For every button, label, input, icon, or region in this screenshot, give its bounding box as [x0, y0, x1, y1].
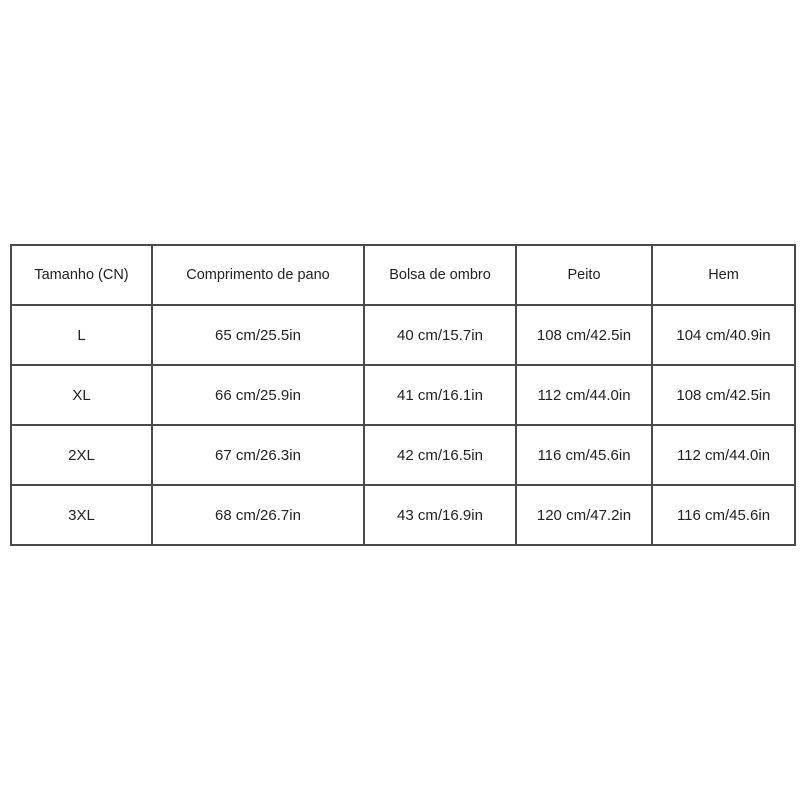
cell-shoulder: 43 cm/16.9in	[364, 485, 516, 545]
table-row	[11, 305, 795, 365]
cell-size: 3XL	[11, 485, 152, 545]
cell-chest: 120 cm/47.2in	[516, 485, 652, 545]
cell-length: 68 cm/26.7in	[152, 485, 364, 545]
header-shoulder: Bolsa de ombro	[364, 245, 516, 305]
header-size: Tamanho (CN)	[11, 245, 152, 305]
table-header	[11, 245, 795, 305]
cell-hem: 108 cm/42.5in	[652, 365, 795, 425]
cell-hem: 116 cm/45.6in	[652, 485, 795, 545]
table-row	[11, 425, 795, 485]
cell-size: 2XL	[11, 425, 152, 485]
table-row	[11, 485, 795, 545]
cell-hem: 104 cm/40.9in	[652, 305, 795, 365]
table-body	[11, 305, 795, 545]
header-chest: Peito	[516, 245, 652, 305]
cell-chest: 108 cm/42.5in	[516, 305, 652, 365]
header-row	[11, 245, 795, 305]
cell-chest: 116 cm/45.6in	[516, 425, 652, 485]
cell-shoulder: 40 cm/15.7in	[364, 305, 516, 365]
table-row	[11, 365, 795, 425]
cell-shoulder: 41 cm/16.1in	[364, 365, 516, 425]
header-hem: Hem	[652, 245, 795, 305]
cell-shoulder: 42 cm/16.5in	[364, 425, 516, 485]
cell-hem: 112 cm/44.0in	[652, 425, 795, 485]
cell-length: 65 cm/25.5in	[152, 305, 364, 365]
cell-length: 66 cm/25.9in	[152, 365, 364, 425]
cell-chest: 112 cm/44.0in	[516, 365, 652, 425]
size-chart-table	[10, 244, 796, 546]
cell-length: 67 cm/26.3in	[152, 425, 364, 485]
cell-size: XL	[11, 365, 152, 425]
cell-size: L	[11, 305, 152, 365]
header-length: Comprimento de pano	[152, 245, 364, 305]
